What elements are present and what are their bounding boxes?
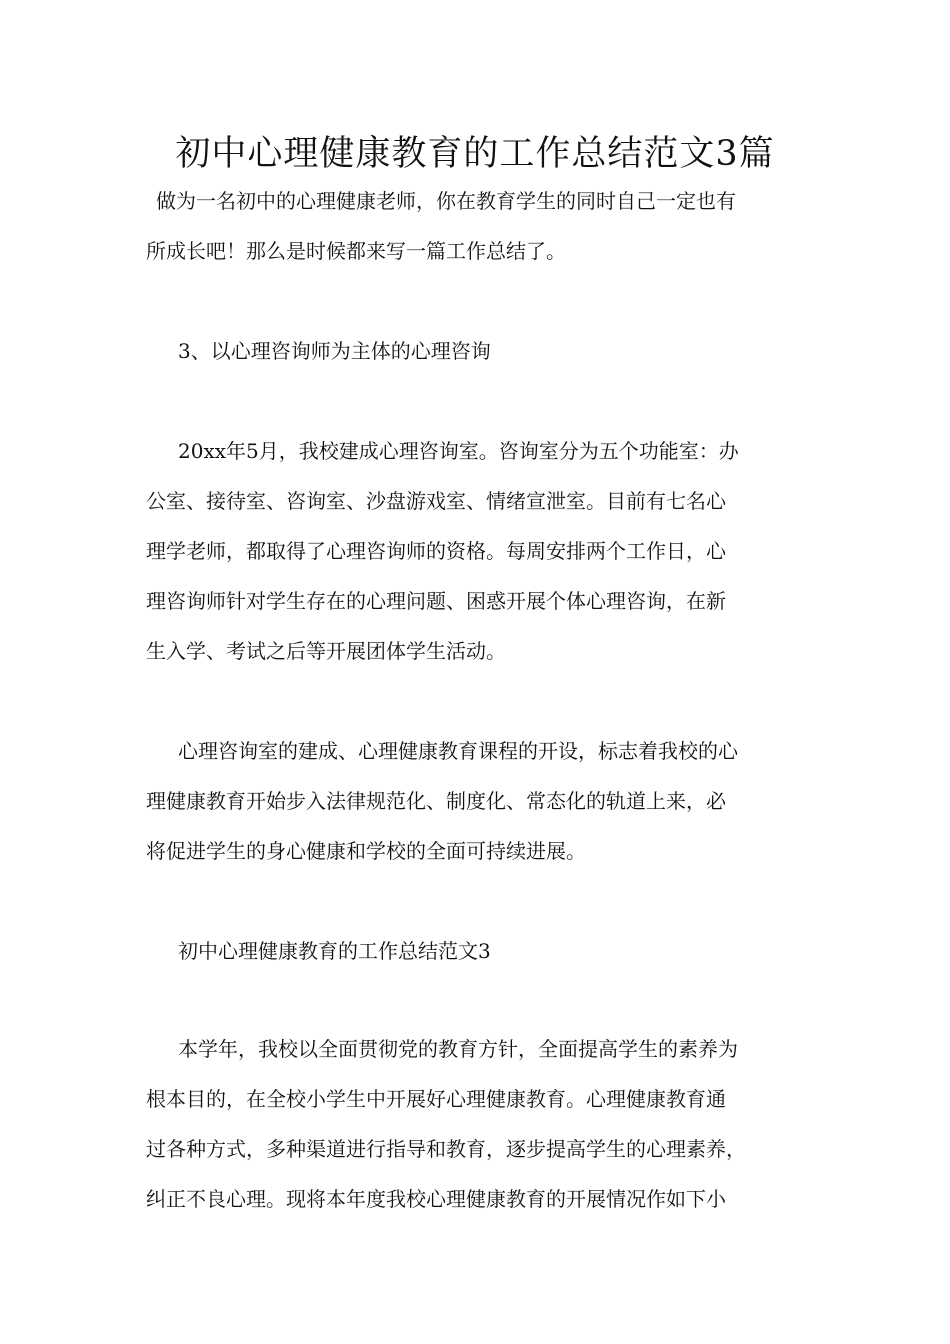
- document-title: 初中心理健康教育的工作总结范文3篇: [175, 134, 775, 174]
- text-line: 纠正不良心理。现将本年度我校心理健康教育的开展情况作如下小: [146, 1187, 726, 1211]
- text-line: 根本目的，在全校小学生中开展好心理健康教育。心理健康教育通: [146, 1087, 726, 1111]
- text-line: 20xx年5月，我校建成心理咨询室。咨询室分为五个功能室：办: [178, 439, 739, 463]
- text-line: 所成长吧！那么是时候都来写一篇工作总结了。: [146, 239, 566, 263]
- significance-paragraph: [146, 726, 824, 876]
- consult-paragraph: [146, 426, 824, 676]
- text-line: 过各种方式，多种渠道进行指导和教育，逐步提高学生的心理素养，: [146, 1137, 746, 1161]
- text-line: 理咨询师针对学生存在的心理问题、困惑开展个体心理咨询，在新: [146, 589, 726, 613]
- text-line: 生入学、考试之后等开展团体学生活动。: [146, 639, 506, 663]
- heading-line: 初中心理健康教育的工作总结范文3: [178, 939, 491, 963]
- text-line: 理学老师，都取得了心理咨询师的资格。每周安排两个工作日，心: [146, 539, 726, 563]
- section-heading: [146, 326, 824, 376]
- intro-paragraph: [146, 176, 824, 276]
- text-line: 将促进学生的身心健康和学校的全面可持续进展。: [146, 839, 586, 863]
- year-paragraph: [146, 1024, 824, 1224]
- text-line: 做为一名初中的心理健康老师，你在教育学生的同时自己一定也有: [156, 189, 736, 213]
- text-line: 理健康教育开始步入法律规范化、制度化、常态化的轨道上来，必: [146, 789, 726, 813]
- sample-heading: [146, 926, 824, 976]
- text-line: 本学年，我校以全面贯彻党的教育方针，全面提高学生的素养为: [178, 1037, 738, 1061]
- heading-line: 3、以心理咨询师为主体的心理咨询: [178, 339, 491, 363]
- text-line: 公室、接待室、咨询室、沙盘游戏室、情绪宣泄室。目前有七名心: [146, 489, 726, 513]
- text-line: 心理咨询室的建成、心理健康教育课程的开设，标志着我校的心: [178, 739, 738, 763]
